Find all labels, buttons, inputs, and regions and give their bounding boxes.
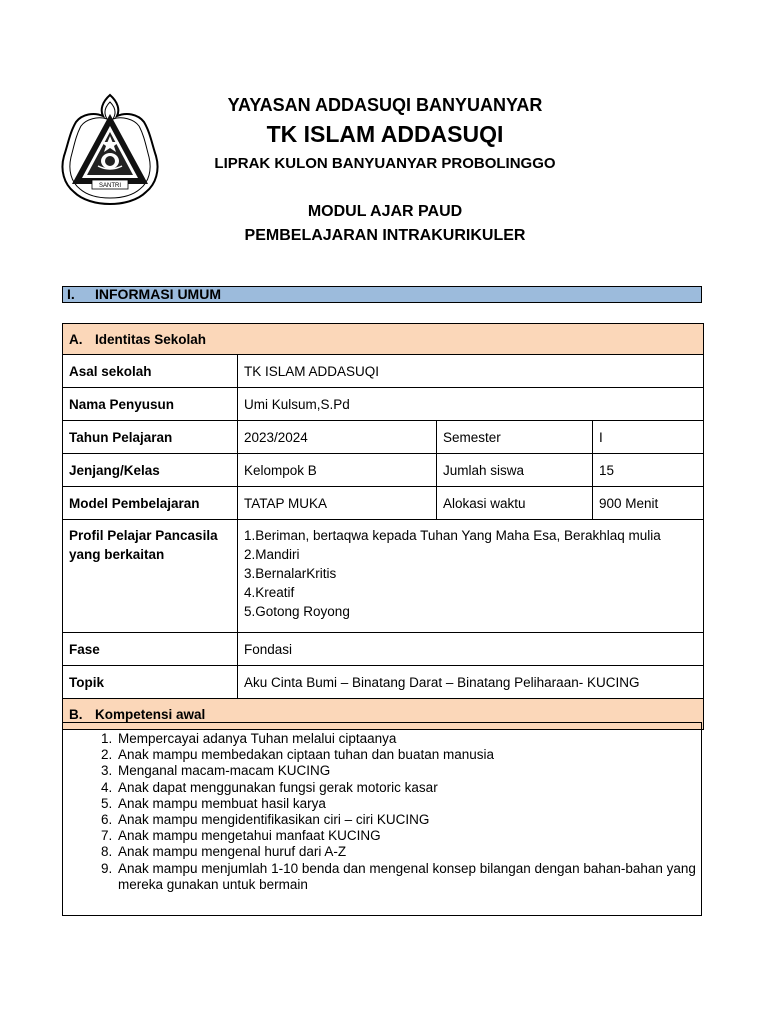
table-row: [63, 487, 704, 520]
tahun-label: Tahun Pelajaran: [63, 421, 238, 454]
profil-label: Profil Pelajar Pancasila yang berkaitan: [63, 520, 238, 633]
list-item: 5.Gotong Royong: [244, 604, 350, 619]
section-number: I.: [67, 286, 75, 302]
fase-value: Fondasi: [238, 633, 704, 666]
kompetensi-list: [63, 723, 701, 893]
identitas-header-row: [63, 324, 704, 355]
foundation-name: YAYASAN ADDASUQI BANYUANYAR: [227, 95, 543, 115]
identitas-header: A. Identitas Sekolah: [63, 324, 704, 355]
list-item: 6. Anak mampu mengidentifikasikan ciri – ciri KUCING: [116, 812, 701, 828]
jenjang-label: Jenjang/Kelas: [63, 454, 238, 487]
asal-sekolah-label: Asal sekolah: [63, 355, 238, 388]
section-informasi-umum: [62, 286, 702, 303]
jenjang-value: Kelompok B: [238, 454, 437, 487]
list-item: 4.Kreatif: [244, 585, 295, 600]
tahun-value: 2023/2024: [238, 421, 437, 454]
table-row: [63, 454, 704, 487]
kompetensi-awal-box: [62, 722, 702, 916]
alokasi-value: 900 Menit: [593, 487, 704, 520]
table-row: [63, 355, 704, 388]
alokasi-label: Alokasi waktu: [437, 487, 593, 520]
asal-sekolah-value: TK ISLAM ADDASUQI: [238, 355, 704, 388]
topik-label: Topik: [63, 666, 238, 699]
list-item: 7. Anak mampu mengetahui manfaat KUCING: [116, 828, 701, 844]
school-address: LIPRAK KULON BANYUANYAR PROBOLINGGO: [214, 155, 556, 172]
list-item: 1.Beriman, bertaqwa kepada Tuhan Yang Maha Esa, Berakhlaq mulia: [244, 528, 661, 543]
profil-values: [238, 520, 704, 633]
jumlah-siswa-value: 15: [593, 454, 704, 487]
fase-label: Fase: [63, 633, 238, 666]
document-title: MODUL AJAR PAUD: [307, 203, 463, 220]
jumlah-siswa-label: Jumlah siswa: [437, 454, 593, 487]
list-item: 3. Menganal macam-macam KUCING: [116, 763, 701, 779]
semester-label: Semester: [437, 421, 593, 454]
document-subtitle: PEMBELAJARAN INTRAKURIKULER: [244, 227, 526, 244]
topik-value: Aku Cinta Bumi – Binatang Darat – Binatang Peliharaan- KUCING: [238, 666, 704, 699]
list-item: 1. Mempercayai adanya Tuhan melalui ciptaanya: [116, 731, 701, 747]
table-row: [63, 421, 704, 454]
model-value: TATAP MUKA: [238, 487, 437, 520]
penyusun-value: Umi Kulsum,S.Pd: [238, 388, 704, 421]
svg-text:SANTRI: SANTRI: [98, 183, 122, 189]
list-item: 9. Anak mampu menjumlah 1-10 benda dan mengenal konsep bilangan dengan bahan-bahan yang mereka gunakan untuk bermain: [116, 861, 701, 893]
table-row: [63, 520, 704, 633]
identitas-sekolah-table: [62, 323, 704, 730]
list-item: 2.Mandiri: [244, 547, 300, 562]
penyusun-label: Nama Penyusun: [63, 388, 238, 421]
list-item: 2. Anak mampu membedakan ciptaan tuhan dan buatan manusia: [116, 747, 701, 763]
table-row: [63, 666, 704, 699]
table-row: [63, 633, 704, 666]
list-item: 8. Anak mampu mengenal huruf dari A-Z: [116, 844, 701, 860]
table-row: [63, 388, 704, 421]
kompetensi-header: B. Kompetensi awal: [63, 699, 704, 730]
semester-value: I: [593, 421, 704, 454]
list-item: 3.BernalarKritis: [244, 566, 337, 581]
section-title: INFORMASI UMUM: [95, 286, 221, 302]
school-name: TK ISLAM ADDASUQI: [266, 121, 504, 147]
list-item: 4. Anak dapat menggunakan fungsi gerak motoric kasar: [116, 780, 701, 796]
model-label: Model Pembelajaran: [63, 487, 238, 520]
list-item: 5. Anak mampu membuat hasil karya: [116, 796, 701, 812]
